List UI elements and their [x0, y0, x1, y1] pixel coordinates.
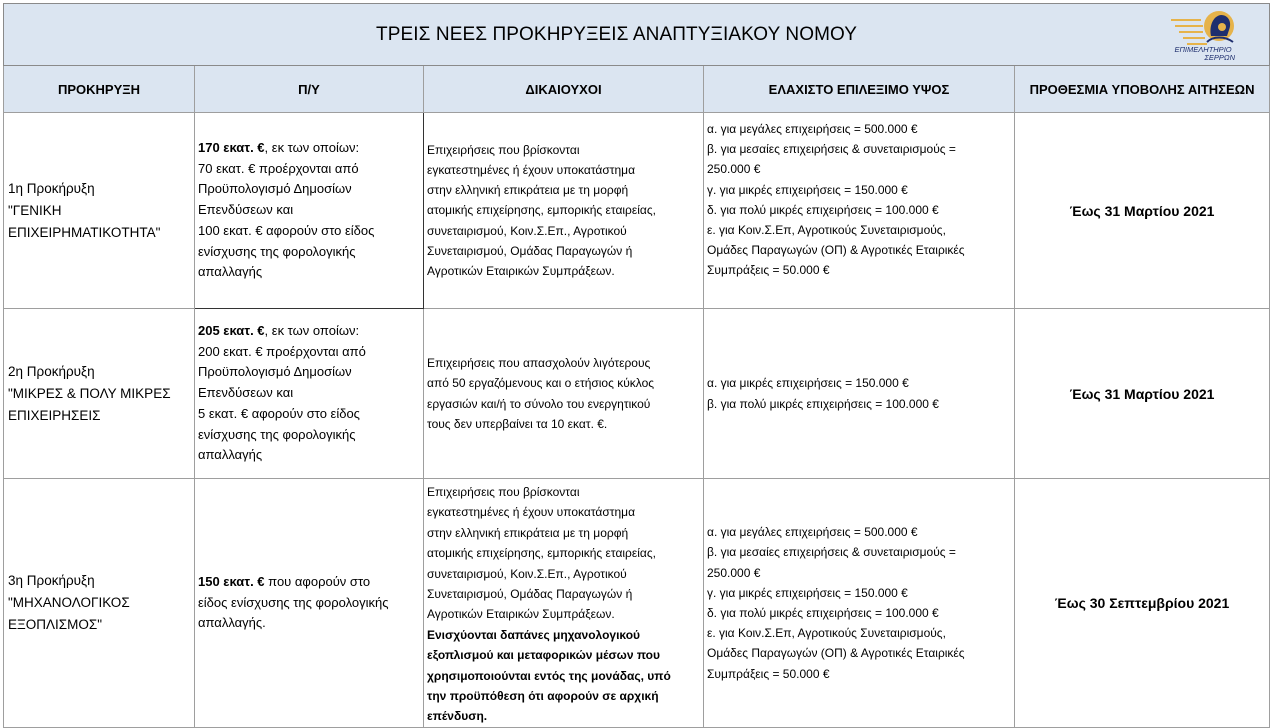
minimum-line: Ομάδες Παραγωγών (ΟΠ) & Αγροτικές Εταιρικές [707, 646, 965, 661]
proc-line: 3η Προκήρυξη [8, 572, 95, 588]
table-row [4, 113, 1270, 309]
beneficiaries-line: Επιχειρήσεις που απασχολούν λιγότερους [427, 356, 651, 371]
table-row [4, 479, 1270, 728]
beneficiaries-line: Συνεταιρισμού, Ομάδας Παραγωγών ή [427, 587, 633, 602]
beneficiaries-bold-line: επένδυση. [427, 709, 488, 724]
minimum-line: β. για πολύ μικρές επιχειρήσεις = 100.000 € [707, 396, 939, 411]
beneficiaries-line: στην ελληνική επικράτεια με τη μορφή [427, 183, 629, 198]
budget-line: είδος ενίσχυσης της φορολογικής [198, 594, 389, 610]
minimum-cell[interactable] [704, 113, 1015, 309]
header-budget[interactable]: Π/Υ [195, 66, 424, 113]
minimum-line: 250.000 € [707, 565, 761, 580]
spreadsheet-sheet [3, 3, 1269, 726]
minimum-line: β. για μεσαίες επιχειρήσεις & συνεταιρισμούς = [707, 545, 956, 560]
minimum-line: β. για μεσαίες επιχειρήσεις & συνεταιρισμούς = [707, 142, 956, 157]
budget-line: 70 εκατ. € προέρχονται από [198, 160, 359, 176]
minimum-cell[interactable] [704, 479, 1015, 728]
proc-line: ΕΞΟΠΛΙΣΜΟΣ" [8, 616, 103, 632]
beneficiaries-bold-line: χρησιμοποιούνται εντός της μονάδας, υπό [427, 668, 671, 683]
beneficiaries-line: Αγροτικών Εταιρικών Συμπράξεων. [427, 607, 615, 622]
calls-table [3, 3, 1270, 728]
beneficiaries-line: εγκατεστημένες ή έχουν υποκατάστημα [427, 505, 636, 520]
beneficiaries-line: Αγροτικών Εταιρικών Συμπράξεων. [427, 264, 615, 278]
budget-line: Προϋπολογισμό Δημοσίων [198, 364, 352, 380]
title-cell[interactable] [4, 4, 1270, 66]
deadline-cell[interactable]: Έως 30 Σεπτεμβρίου 2021 [1015, 479, 1270, 728]
beneficiaries-line: στην ελληνική επικράτεια με τη μορφή [427, 525, 629, 540]
minimum-line: α. για μεγάλες επιχειρήσεις = 500.000 € [707, 122, 918, 136]
budget-suffix: , εκ των οποίων: [264, 322, 360, 338]
proc-cell[interactable] [4, 479, 195, 728]
budget-line: 200 εκατ. € προέρχονται από [198, 343, 366, 359]
beneficiaries-line: ατομικής επιχείρησης, εμπορικής εταιρείας, [427, 546, 656, 561]
proc-line: "ΓΕΝΙΚΗ [8, 202, 62, 218]
budget-amount: 205 εκατ. € [198, 322, 265, 338]
title-row [4, 4, 1270, 66]
deadline-cell[interactable]: Έως 31 Μαρτίου 2021 [1015, 309, 1270, 479]
budget-suffix: , εκ των οποίων: [264, 139, 360, 155]
header-minimum[interactable]: ΕΛΑΧΙΣΤΟ ΕΠΙΛΕΞΙΜΟ ΥΨΟΣ [704, 66, 1015, 113]
beneficiaries-line: Επιχειρήσεις που βρίσκονται [427, 142, 580, 157]
beneficiaries-line: εγκατεστημένες ή έχουν υποκατάστημα [427, 162, 636, 177]
budget-line: Επενδύσεων και [198, 385, 294, 401]
proc-line: 1η Προκήρυξη [8, 180, 95, 196]
minimum-line: δ. για πολύ μικρές επιχειρήσεις = 100.000 € [707, 605, 939, 620]
beneficiaries-line: συνεταιρισμού, Κοιν.Σ.Επ., Αγροτικού [427, 223, 627, 238]
proc-line: ΕΠΙΧΕΙΡΗΣΕΙΣ [8, 407, 101, 423]
beneficiaries-line: συνεταιρισμού, Κοιν.Σ.Επ., Αγροτικού [427, 566, 627, 581]
chamber-emblem-icon [1167, 6, 1239, 64]
budget-line: ενίσχυσης της φορολογικής [198, 243, 356, 259]
beneficiaries-line: από 50 εργαζόμενους και ο ετήσιος κύκλος [427, 376, 655, 391]
proc-cell[interactable] [4, 113, 195, 309]
beneficiaries-bold-line: εξοπλισμού και μεταφορικών μέσων που [427, 648, 660, 663]
minimum-line: δ. για πολύ μικρές επιχειρήσεις = 100.000 € [707, 202, 939, 217]
minimum-cell[interactable] [704, 309, 1015, 479]
logo-line-1: ΕΠΙΜΕΛΗΤΗΡΙΟ [1174, 45, 1232, 54]
proc-line: "ΜΙΚΡΕΣ & ΠΟΛΥ ΜΙΚΡΕΣ [8, 385, 171, 401]
budget-cell[interactable] [195, 113, 424, 309]
beneficiaries-cell[interactable] [424, 479, 704, 728]
proc-cell[interactable] [4, 309, 195, 479]
minimum-line: ε. για Κοιν.Σ.Επ, Αγροτικούς Συνεταιρισμούς, [707, 626, 946, 641]
beneficiaries-line: εργασιών και/ή το σύνολο του ενεργητικού [427, 396, 651, 411]
header-proc[interactable]: ΠΡΟΚΗΡΥΞΗ [4, 66, 195, 113]
budget-cell[interactable] [195, 479, 424, 728]
minimum-line: Συμπράξεις = 50.000 € [707, 666, 830, 681]
minimum-line: α. για μικρές επιχειρήσεις = 150.000 € [707, 376, 909, 391]
minimum-line: 250.000 € [707, 162, 761, 177]
beneficiaries-bold-line: την προϋπόθεση ότι αφορούν σε αρχική [427, 689, 659, 704]
beneficiaries-line: τους δεν υπερβαίνει τα 10 εκατ. €. [427, 416, 608, 431]
beneficiaries-line: Επιχειρήσεις που βρίσκονται [427, 485, 580, 499]
page-title: ΤΡΕΙΣ ΝΕΕΣ ΠΡΟΚΗΡΥΞΕΙΣ ΑΝΑΠΤΥΞΙΑΚΟΥ ΝΟΜΟΥ [376, 23, 858, 45]
minimum-line: γ. για μικρές επιχειρήσεις = 150.000 € [707, 182, 908, 197]
budget-suffix: που αφορούν στο [264, 573, 371, 589]
budget-line: απαλλαγής [198, 264, 263, 280]
budget-line: απαλλαγής [198, 447, 263, 463]
minimum-line: Ομάδες Παραγωγών (ΟΠ) & Αγροτικές Εταιρικές [707, 243, 965, 258]
deadline-cell[interactable]: Έως 31 Μαρτίου 2021 [1015, 113, 1270, 309]
budget-line: 5 εκατ. € αφορούν στο είδος [198, 405, 360, 421]
beneficiaries-line: Συνεταιρισμού, Ομάδας Παραγωγών ή [427, 243, 633, 258]
budget-amount: 170 εκατ. € [198, 139, 265, 155]
proc-line: ΕΠΙΧΕΙΡΗΜΑΤΙΚΟΤΗΤΑ" [8, 224, 161, 240]
minimum-line: Συμπράξεις = 50.000 € [707, 263, 830, 278]
minimum-line: α. για μεγάλες επιχειρήσεις = 500.000 € [707, 525, 918, 540]
minimum-line: γ. για μικρές επιχειρήσεις = 150.000 € [707, 585, 908, 600]
budget-line: Προϋπολογισμό Δημοσίων [198, 181, 352, 197]
budget-line: απαλλαγής. [198, 615, 266, 631]
beneficiaries-cell[interactable] [424, 113, 704, 309]
beneficiaries-cell[interactable] [424, 309, 704, 479]
proc-line: 2η Προκήρυξη [8, 363, 95, 379]
logo-line-2: ΣΕΡΡΩΝ [1204, 53, 1236, 62]
proc-line: "ΜΗΧΑΝΟΛΟΓΙΚΟΣ [8, 594, 130, 610]
beneficiaries-bold-line: Ενισχύονται δαπάνες μηχανολογικού [427, 627, 641, 642]
header-deadline[interactable]: ΠΡΟΘΕΣΜΙΑ ΥΠΟΒΟΛΗΣ ΑΙΤΗΣΕΩΝ [1015, 66, 1270, 113]
table-row [4, 309, 1270, 479]
header-row [4, 66, 1270, 113]
budget-cell[interactable] [195, 309, 424, 479]
budget-line: 100 εκατ. € αφορούν στο είδος [198, 222, 375, 238]
beneficiaries-line: ατομικής επιχείρησης, εμπορικής εταιρείας, [427, 203, 656, 218]
budget-amount: 150 εκατ. € [198, 573, 265, 589]
budget-line: Επενδύσεων και [198, 202, 294, 218]
minimum-line: ε. για Κοιν.Σ.Επ, Αγροτικούς Συνεταιρισμούς, [707, 223, 946, 238]
header-beneficiaries[interactable]: ΔΙΚΑΙΟΥΧΟΙ [424, 66, 704, 113]
budget-line: ενίσχυσης της φορολογικής [198, 426, 356, 442]
